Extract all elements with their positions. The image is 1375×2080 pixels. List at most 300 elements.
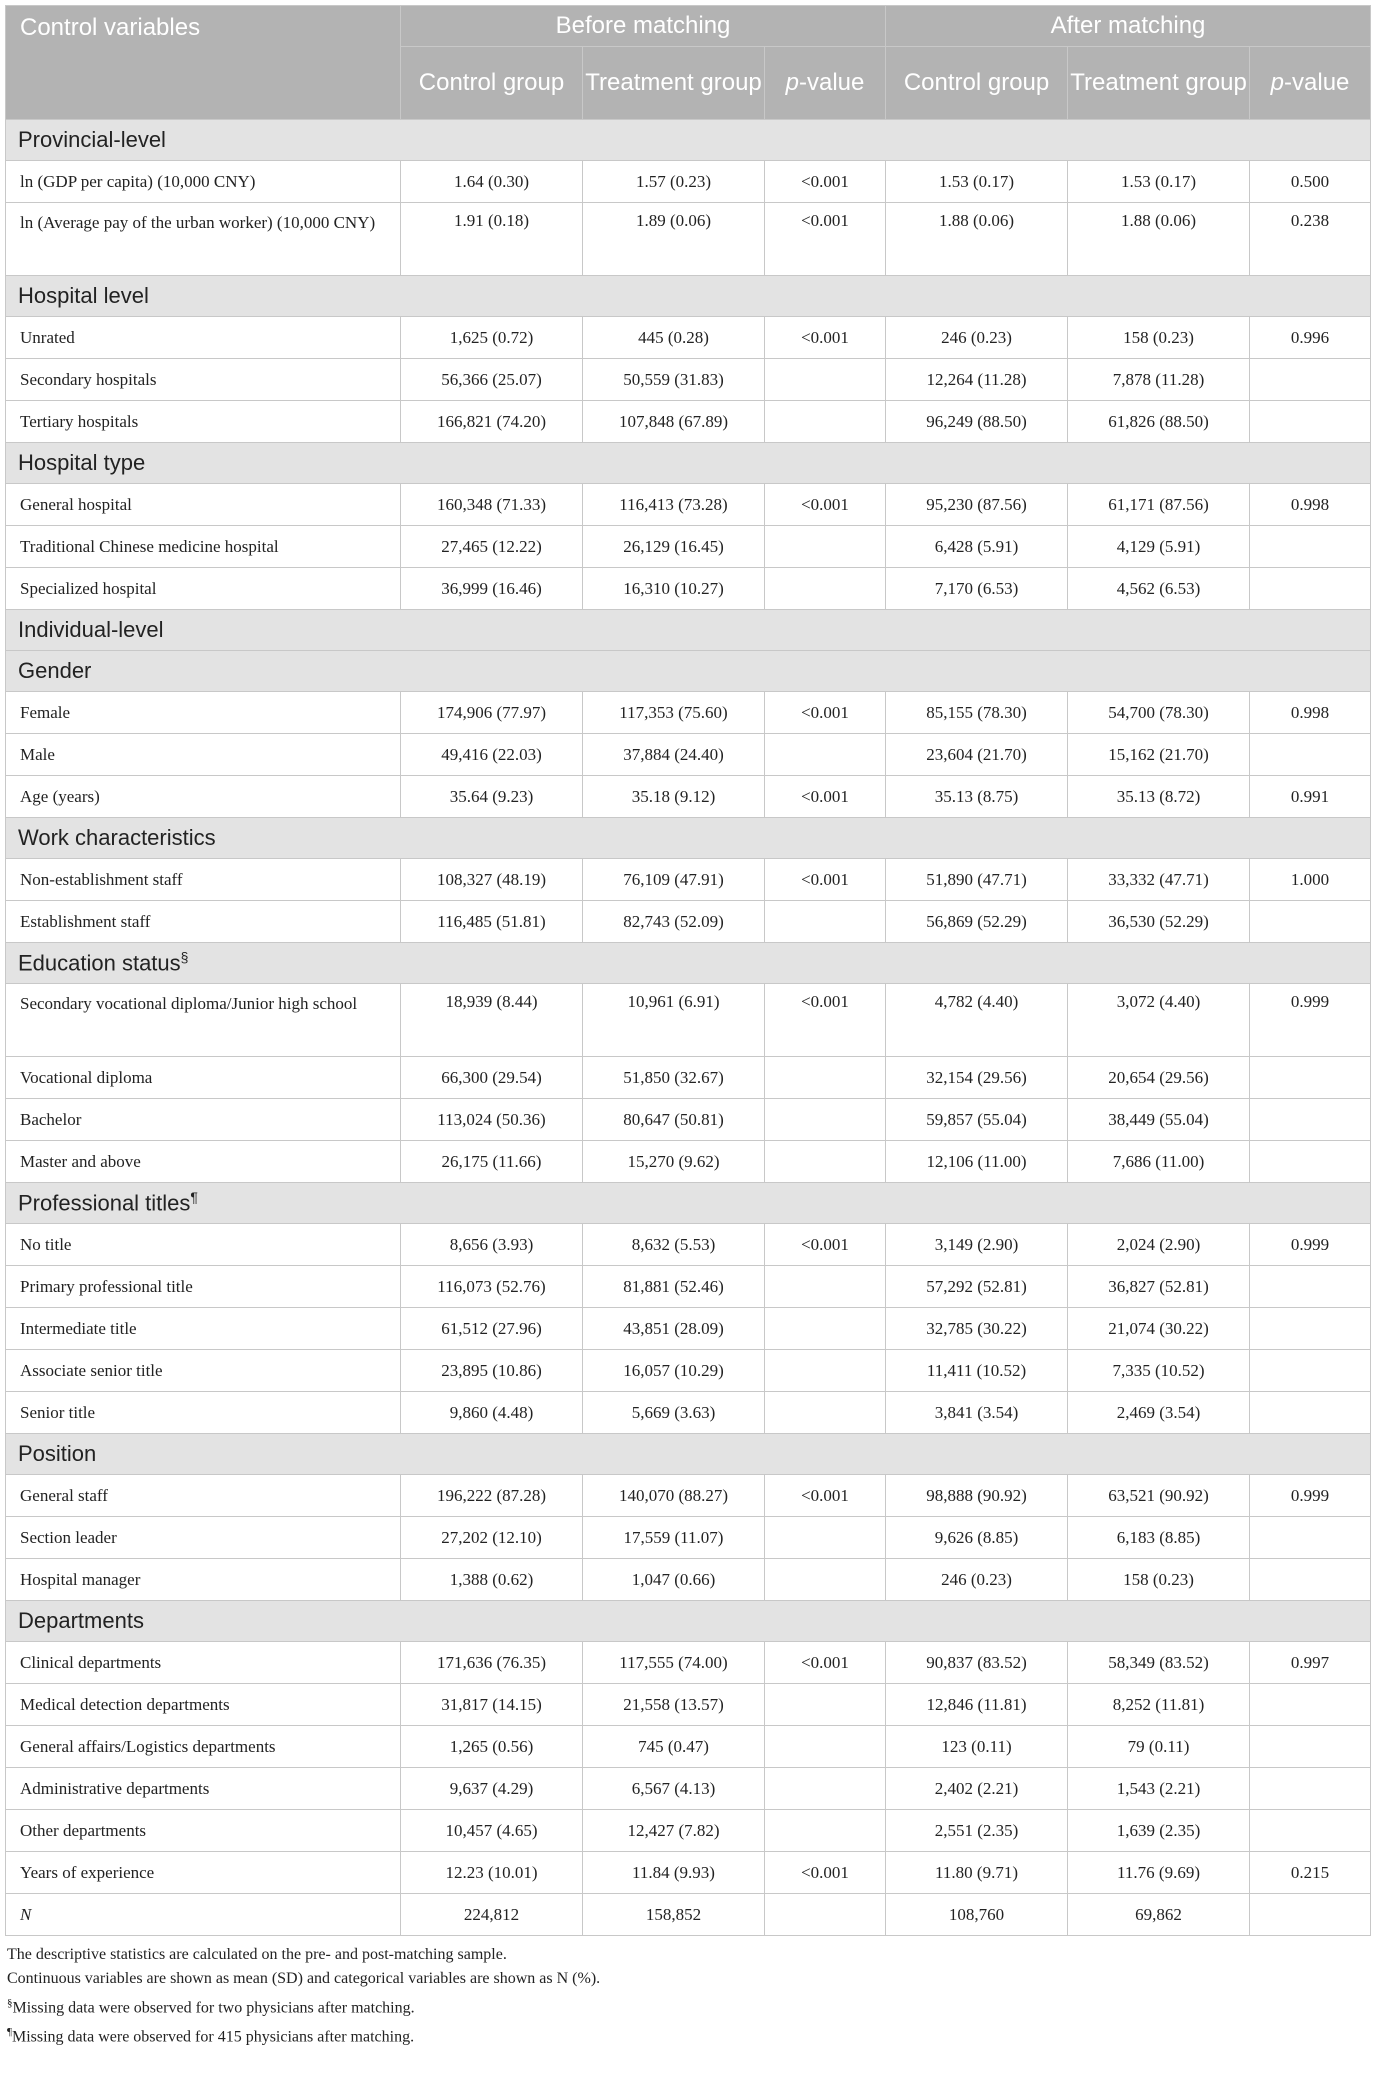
before-treatment-cell: 50,559 (31.83): [583, 359, 765, 401]
before-treatment-cell: 158,852: [583, 1894, 765, 1936]
table-row: [6, 1224, 1371, 1266]
table-row: [6, 1266, 1371, 1308]
footnote-text: Continuous variables are shown as mean (SD) and categorical variables are shown as N (%).: [7, 1970, 601, 1987]
after-treatment-cell: 54,700 (78.30): [1068, 692, 1250, 734]
section-header-row: [6, 610, 1371, 651]
after-treatment-cell: 58,349 (83.52): [1068, 1642, 1250, 1684]
after-treatment-cell: 69,862: [1068, 1894, 1250, 1936]
table-row: [6, 1517, 1371, 1559]
before-p-value-cell: <0.001: [765, 1224, 886, 1266]
before-p-value-cell: [765, 1057, 886, 1099]
before-control-cell: 61,512 (27.96): [401, 1308, 583, 1350]
after-p-value-cell: [1250, 401, 1371, 443]
after-control-cell: 98,888 (90.92): [886, 1475, 1068, 1517]
variable-label: ln (Average pay of the urban worker) (10,000 CNY): [6, 203, 401, 276]
variable-label: Years of experience: [6, 1852, 401, 1894]
footnote-mark: ¶: [190, 1189, 198, 1206]
after-p-value-cell: 0.999: [1250, 1475, 1371, 1517]
after-control-cell: 96,249 (88.50): [886, 401, 1068, 443]
after-treatment-cell: 6,183 (8.85): [1068, 1517, 1250, 1559]
before-control-cell: 1,388 (0.62): [401, 1559, 583, 1601]
before-treatment-cell: 116,413 (73.28): [583, 484, 765, 526]
after-treatment-cell: 36,530 (52.29): [1068, 901, 1250, 943]
before-control-cell: 108,327 (48.19): [401, 859, 583, 901]
before-control-cell: 26,175 (11.66): [401, 1141, 583, 1183]
before-p-value-cell: <0.001: [765, 1475, 886, 1517]
after-treatment-cell: 2,469 (3.54): [1068, 1392, 1250, 1434]
section-header-row: [6, 443, 1371, 484]
section-title-text: Hospital type: [18, 450, 146, 475]
after-control-group-header: Control group: [886, 47, 1068, 120]
before-treatment-cell: 37,884 (24.40): [583, 734, 765, 776]
before-p-value-cell: [765, 1684, 886, 1726]
section-header-row: [6, 818, 1371, 859]
before-control-cell: 23,895 (10.86): [401, 1350, 583, 1392]
footnote-line: [7, 2020, 1370, 2049]
after-p-value-cell: [1250, 1308, 1371, 1350]
before-control-cell: 31,817 (14.15): [401, 1684, 583, 1726]
after-control-cell: 56,869 (52.29): [886, 901, 1068, 943]
after-p-value-cell: [1250, 1350, 1371, 1392]
before-control-cell: 8,656 (3.93): [401, 1224, 583, 1266]
after-p-value-cell: [1250, 1768, 1371, 1810]
after-treatment-cell: 1,639 (2.35): [1068, 1810, 1250, 1852]
variable-label: Primary professional title: [6, 1266, 401, 1308]
before-treatment-cell: 43,851 (28.09): [583, 1308, 765, 1350]
after-control-cell: 85,155 (78.30): [886, 692, 1068, 734]
before-treatment-cell: 12,427 (7.82): [583, 1810, 765, 1852]
before-p-value-cell: [765, 1517, 886, 1559]
after-control-cell: 11,411 (10.52): [886, 1350, 1068, 1392]
footnote-line: [7, 1967, 1370, 1991]
before-p-value-cell: <0.001: [765, 317, 886, 359]
before-treatment-cell: 11.84 (9.93): [583, 1852, 765, 1894]
after-treatment-cell: 158 (0.23): [1068, 1559, 1250, 1601]
after-p-value-cell: [1250, 1266, 1371, 1308]
table-row: [6, 1894, 1371, 1936]
variable-label: Unrated: [6, 317, 401, 359]
variable-label: Non-establishment staff: [6, 859, 401, 901]
after-control-cell: 4,782 (4.40): [886, 984, 1068, 1057]
table-row: [6, 1141, 1371, 1183]
before-control-cell: 1,625 (0.72): [401, 317, 583, 359]
after-control-cell: 51,890 (47.71): [886, 859, 1068, 901]
section-title: [6, 943, 1371, 984]
section-title: [6, 1434, 1371, 1475]
table-body: [6, 120, 1371, 1936]
before-p-value-cell: <0.001: [765, 984, 886, 1057]
after-p-value-cell: [1250, 1684, 1371, 1726]
before-treatment-cell: 17,559 (11.07): [583, 1517, 765, 1559]
variable-label: Traditional Chinese medicine hospital: [6, 526, 401, 568]
before-p-value-cell: [765, 1350, 886, 1392]
before-p-value-cell: [765, 1726, 886, 1768]
after-treatment-cell: 7,335 (10.52): [1068, 1350, 1250, 1392]
after-control-cell: 23,604 (21.70): [886, 734, 1068, 776]
after-control-cell: 32,154 (29.56): [886, 1057, 1068, 1099]
footnote-line: [7, 1943, 1370, 1967]
after-p-value-cell: 0.998: [1250, 692, 1371, 734]
section-title: [6, 651, 1371, 692]
after-control-cell: 11.80 (9.71): [886, 1852, 1068, 1894]
before-control-cell: 224,812: [401, 1894, 583, 1936]
after-control-cell: 246 (0.23): [886, 317, 1068, 359]
before-p-value-cell: [765, 1308, 886, 1350]
table-footnotes: [5, 1943, 1370, 2050]
after-control-cell: 95,230 (87.56): [886, 484, 1068, 526]
variable-label: General staff: [6, 1475, 401, 1517]
table-row: [6, 1057, 1371, 1099]
after-treatment-cell: 11.76 (9.69): [1068, 1852, 1250, 1894]
before-treatment-cell: 6,567 (4.13): [583, 1768, 765, 1810]
variable-label: Female: [6, 692, 401, 734]
section-title: [6, 610, 1371, 651]
before-p-value-cell: [765, 1392, 886, 1434]
variable-label: Vocational diploma: [6, 1057, 401, 1099]
before-treatment-cell: 81,881 (52.46): [583, 1266, 765, 1308]
after-p-value-cell: 1.000: [1250, 859, 1371, 901]
before-p-value-cell: [765, 1894, 886, 1936]
after-p-value-cell: [1250, 1726, 1371, 1768]
after-control-cell: 1.53 (0.17): [886, 161, 1068, 203]
before-p-value-cell: <0.001: [765, 1642, 886, 1684]
before-p-value-cell: [765, 1266, 886, 1308]
table-row: [6, 161, 1371, 203]
after-p-value-cell: 0.500: [1250, 161, 1371, 203]
after-p-value-cell: 0.999: [1250, 984, 1371, 1057]
variable-label: Age (years): [6, 776, 401, 818]
before-p-value-cell: <0.001: [765, 776, 886, 818]
before-p-value-cell: [765, 526, 886, 568]
after-p-value-cell: [1250, 1810, 1371, 1852]
before-p-value-cell: <0.001: [765, 1852, 886, 1894]
after-p-value-cell: [1250, 1099, 1371, 1141]
variable-label: Bachelor: [6, 1099, 401, 1141]
after-control-cell: 12,264 (11.28): [886, 359, 1068, 401]
before-control-cell: 116,485 (51.81): [401, 901, 583, 943]
after-p-value-cell: 0.999: [1250, 1224, 1371, 1266]
variable-label: Administrative departments: [6, 1768, 401, 1810]
table-row: [6, 1642, 1371, 1684]
variable-label: Medical detection departments: [6, 1684, 401, 1726]
after-treatment-cell: 36,827 (52.81): [1068, 1266, 1250, 1308]
before-treatment-cell: 15,270 (9.62): [583, 1141, 765, 1183]
footnote-mark: ¶: [7, 2026, 12, 2039]
before-control-cell: 35.64 (9.23): [401, 776, 583, 818]
before-treatment-cell: 51,850 (32.67): [583, 1057, 765, 1099]
before-treatment-cell: 117,353 (75.60): [583, 692, 765, 734]
before-treatment-cell: 1.57 (0.23): [583, 161, 765, 203]
before-treatment-cell: 5,669 (3.63): [583, 1392, 765, 1434]
before-p-value-cell: [765, 568, 886, 610]
table-row: [6, 734, 1371, 776]
after-control-cell: 3,841 (3.54): [886, 1392, 1068, 1434]
section-title: [6, 443, 1371, 484]
variable-label: Establishment staff: [6, 901, 401, 943]
before-treatment-cell: 8,632 (5.53): [583, 1224, 765, 1266]
variable-label: General hospital: [6, 484, 401, 526]
after-treatment-cell: 4,562 (6.53): [1068, 568, 1250, 610]
table-row: [6, 1684, 1371, 1726]
section-title-text: Departments: [18, 1608, 144, 1633]
after-p-value-cell: [1250, 734, 1371, 776]
after-control-cell: 246 (0.23): [886, 1559, 1068, 1601]
after-treatment-cell: 35.13 (8.72): [1068, 776, 1250, 818]
before-control-cell: 9,637 (4.29): [401, 1768, 583, 1810]
after-treatment-cell: 61,171 (87.56): [1068, 484, 1250, 526]
section-header-row: [6, 276, 1371, 317]
section-title-text: Provincial-level: [18, 127, 166, 152]
variable-label: Secondary vocational diploma/Junior high school: [6, 984, 401, 1057]
table-row: [6, 1726, 1371, 1768]
table-row: [6, 484, 1371, 526]
after-p-value-cell: 0.991: [1250, 776, 1371, 818]
variable-label: N: [6, 1894, 401, 1936]
before-control-cell: 196,222 (87.28): [401, 1475, 583, 1517]
table-row: [6, 317, 1371, 359]
before-control-cell: 1,265 (0.56): [401, 1726, 583, 1768]
table-row: [6, 203, 1371, 276]
after-control-cell: 90,837 (83.52): [886, 1642, 1068, 1684]
variable-label: Secondary hospitals: [6, 359, 401, 401]
after-treatment-cell: 2,024 (2.90): [1068, 1224, 1250, 1266]
before-treatment-cell: 745 (0.47): [583, 1726, 765, 1768]
section-title: [6, 276, 1371, 317]
after-p-value-cell: 0.998: [1250, 484, 1371, 526]
variable-label: Section leader: [6, 1517, 401, 1559]
variable-label: No title: [6, 1224, 401, 1266]
section-title: [6, 1601, 1371, 1642]
before-treatment-cell: 1,047 (0.66): [583, 1559, 765, 1601]
before-treatment-cell: 35.18 (9.12): [583, 776, 765, 818]
before-control-cell: 56,366 (25.07): [401, 359, 583, 401]
table-row: [6, 359, 1371, 401]
after-p-value-cell: 0.238: [1250, 203, 1371, 276]
before-control-cell: 174,906 (77.97): [401, 692, 583, 734]
section-title: [6, 1183, 1371, 1224]
table-row: [6, 1852, 1371, 1894]
before-p-value-cell: [765, 901, 886, 943]
after-treatment-cell: 33,332 (47.71): [1068, 859, 1250, 901]
footnote-line: [7, 1991, 1370, 2020]
after-p-value-header: [1250, 47, 1371, 120]
before-control-cell: 12.23 (10.01): [401, 1852, 583, 1894]
section-title: [6, 120, 1371, 161]
section-title-text: Work characteristics: [18, 825, 216, 850]
variable-label: Tertiary hospitals: [6, 401, 401, 443]
variable-label: Master and above: [6, 1141, 401, 1183]
variable-label: General affairs/Logistics departments: [6, 1726, 401, 1768]
after-control-cell: 108,760: [886, 1894, 1068, 1936]
before-p-value-cell: [765, 734, 886, 776]
before-treatment-cell: 1.89 (0.06): [583, 203, 765, 276]
table-row: [6, 901, 1371, 943]
after-p-value-cell: [1250, 901, 1371, 943]
table-row: [6, 526, 1371, 568]
footnote-text: Missing data were observed for two physicians after matching.: [12, 1999, 415, 2017]
variable-label: Intermediate title: [6, 1308, 401, 1350]
before-treatment-cell: 107,848 (67.89): [583, 401, 765, 443]
table-row: [6, 859, 1371, 901]
after-control-cell: 12,846 (11.81): [886, 1684, 1068, 1726]
after-p-value-cell: [1250, 1517, 1371, 1559]
after-p-value-cell: [1250, 359, 1371, 401]
before-control-cell: 10,457 (4.65): [401, 1810, 583, 1852]
after-p-value-cell: 0.997: [1250, 1642, 1371, 1684]
after-p-value-cell: [1250, 526, 1371, 568]
after-control-cell: 3,149 (2.90): [886, 1224, 1068, 1266]
section-header-row: [6, 943, 1371, 984]
before-treatment-cell: 117,555 (74.00): [583, 1642, 765, 1684]
table-row: [6, 1350, 1371, 1392]
after-treatment-cell: 7,878 (11.28): [1068, 359, 1250, 401]
after-control-cell: 2,402 (2.21): [886, 1768, 1068, 1810]
control-variables-header: Control variables: [6, 6, 401, 120]
matching-table: [5, 5, 1371, 1936]
before-p-value-cell: [765, 1099, 886, 1141]
after-treatment-cell: 4,129 (5.91): [1068, 526, 1250, 568]
after-p-value-cell: [1250, 1141, 1371, 1183]
after-p-value-cell: [1250, 1559, 1371, 1601]
after-control-cell: 123 (0.11): [886, 1726, 1068, 1768]
before-treatment-cell: 80,647 (50.81): [583, 1099, 765, 1141]
before-p-value-cell: [765, 1768, 886, 1810]
before-control-cell: 171,636 (76.35): [401, 1642, 583, 1684]
p-letter: p: [1270, 69, 1285, 96]
before-control-cell: 27,202 (12.10): [401, 1517, 583, 1559]
table-row: [6, 568, 1371, 610]
variable-label: Senior title: [6, 1392, 401, 1434]
before-p-value-cell: [765, 359, 886, 401]
p-letter: p: [785, 69, 799, 96]
before-control-cell: 113,024 (50.36): [401, 1099, 583, 1141]
after-control-cell: 59,857 (55.04): [886, 1099, 1068, 1141]
after-treatment-cell: 3,072 (4.40): [1068, 984, 1250, 1057]
before-p-value-cell: [765, 1810, 886, 1852]
footnote-mark: §: [180, 949, 189, 966]
before-treatment-cell: 10,961 (6.91): [583, 984, 765, 1057]
variable-label: Male: [6, 734, 401, 776]
before-p-value-cell: <0.001: [765, 859, 886, 901]
table-row: [6, 401, 1371, 443]
statistics-table-figure: [5, 5, 1370, 2050]
before-treatment-cell: 16,310 (10.27): [583, 568, 765, 610]
before-p-value-cell: <0.001: [765, 484, 886, 526]
before-control-cell: 9,860 (4.48): [401, 1392, 583, 1434]
variable-label: Specialized hospital: [6, 568, 401, 610]
variable-label: ln (GDP per capita) (10,000 CNY): [6, 161, 401, 203]
table-row: [6, 1475, 1371, 1517]
after-treatment-cell: 21,074 (30.22): [1068, 1308, 1250, 1350]
after-treatment-cell: 79 (0.11): [1068, 1726, 1250, 1768]
after-treatment-cell: 15,162 (21.70): [1068, 734, 1250, 776]
after-treatment-cell: 1.88 (0.06): [1068, 203, 1250, 276]
after-treatment-cell: 158 (0.23): [1068, 317, 1250, 359]
before-control-cell: 166,821 (74.20): [401, 401, 583, 443]
table-row: [6, 1392, 1371, 1434]
after-treatment-cell: 8,252 (11.81): [1068, 1684, 1250, 1726]
before-control-group-header: Control group: [401, 47, 583, 120]
section-title: [6, 818, 1371, 859]
variable-label: Associate senior title: [6, 1350, 401, 1392]
section-title-text: Individual-level: [18, 617, 164, 642]
after-control-cell: 32,785 (30.22): [886, 1308, 1068, 1350]
after-control-cell: 2,551 (2.35): [886, 1810, 1068, 1852]
p-suffix: -value: [1284, 69, 1350, 96]
footnote-mark: §: [7, 1997, 13, 2009]
before-treatment-cell: 76,109 (47.91): [583, 859, 765, 901]
before-treatment-group-header: Treatment group: [583, 47, 765, 120]
after-treatment-cell: 20,654 (29.56): [1068, 1057, 1250, 1099]
after-treatment-cell: 1.53 (0.17): [1068, 161, 1250, 203]
before-p-value-cell: <0.001: [765, 161, 886, 203]
after-control-cell: 35.13 (8.75): [886, 776, 1068, 818]
after-control-cell: 7,170 (6.53): [886, 568, 1068, 610]
before-treatment-cell: 26,129 (16.45): [583, 526, 765, 568]
table-row: [6, 776, 1371, 818]
after-control-cell: 12,106 (11.00): [886, 1141, 1068, 1183]
after-p-value-cell: [1250, 1392, 1371, 1434]
before-p-value-cell: [765, 1141, 886, 1183]
after-p-value-cell: [1250, 568, 1371, 610]
table-row: [6, 692, 1371, 734]
table-row: [6, 1308, 1371, 1350]
table-row: [6, 1099, 1371, 1141]
footnote-text: The descriptive statistics are calculated on the pre- and post-matching sample.: [7, 1946, 507, 1963]
after-control-cell: 57,292 (52.81): [886, 1266, 1068, 1308]
before-treatment-cell: 140,070 (88.27): [583, 1475, 765, 1517]
after-p-value-cell: 0.996: [1250, 317, 1371, 359]
before-treatment-cell: 445 (0.28): [583, 317, 765, 359]
after-treatment-cell: 63,521 (90.92): [1068, 1475, 1250, 1517]
after-p-value-cell: [1250, 1057, 1371, 1099]
table-row: [6, 1768, 1371, 1810]
section-header-row: [6, 120, 1371, 161]
before-treatment-cell: 82,743 (52.09): [583, 901, 765, 943]
before-p-value-header: [765, 47, 886, 120]
table-row: [6, 1559, 1371, 1601]
before-control-cell: 160,348 (71.33): [401, 484, 583, 526]
before-p-value-cell: <0.001: [765, 692, 886, 734]
before-control-cell: 116,073 (52.76): [401, 1266, 583, 1308]
before-p-value-cell: [765, 401, 886, 443]
after-treatment-cell: 38,449 (55.04): [1068, 1099, 1250, 1141]
section-title-text: Hospital level: [18, 283, 149, 308]
before-control-cell: 18,939 (8.44): [401, 984, 583, 1057]
variable-label: Clinical departments: [6, 1642, 401, 1684]
after-treatment-cell: 7,686 (11.00): [1068, 1141, 1250, 1183]
before-matching-header: Before matching: [401, 6, 886, 47]
before-control-cell: 1.91 (0.18): [401, 203, 583, 276]
section-header-row: [6, 1183, 1371, 1224]
after-treatment-cell: 61,826 (88.50): [1068, 401, 1250, 443]
before-p-value-cell: [765, 1559, 886, 1601]
after-control-cell: 1.88 (0.06): [886, 203, 1068, 276]
section-header-row: [6, 1601, 1371, 1642]
before-control-cell: 49,416 (22.03): [401, 734, 583, 776]
after-treatment-group-header: Treatment group: [1068, 47, 1250, 120]
before-treatment-cell: 16,057 (10.29): [583, 1350, 765, 1392]
table-row: [6, 1810, 1371, 1852]
table-row: [6, 984, 1371, 1057]
section-title-text: Professional titles: [18, 1190, 191, 1216]
after-p-value-cell: [1250, 1894, 1371, 1936]
before-control-cell: 36,999 (16.46): [401, 568, 583, 610]
table-header: [6, 6, 1371, 120]
before-control-cell: 66,300 (29.54): [401, 1057, 583, 1099]
before-control-cell: 1.64 (0.30): [401, 161, 583, 203]
section-header-row: [6, 1434, 1371, 1475]
